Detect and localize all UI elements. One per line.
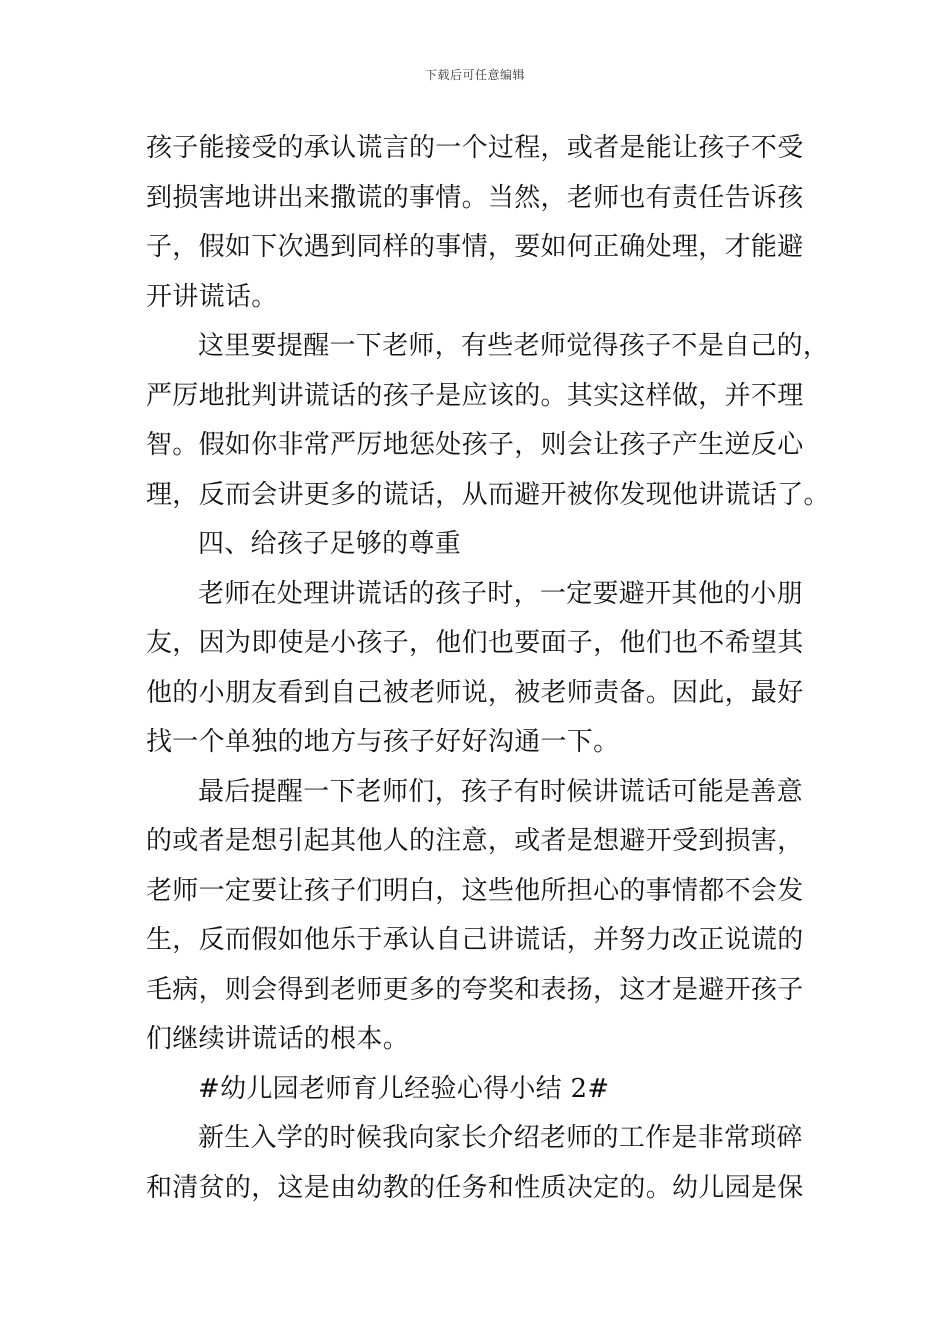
section-heading: 四、给孩子足够的尊重 [198,529,462,559]
document-body [146,124,830,1213]
text-line-12: 他的小朋友看到自己被老师说，被老师责备。因此，最好 [146,677,804,708]
text-line-17: 生，反而假如他乐于承认自己讲谎话，并努力改正说谎的 [146,925,804,955]
text-line-14: 最后提醒一下老师们，孩子有时候讲谎话可能是善意 [198,776,803,807]
text-line-6: 严厉地批判讲谎话的孩子是应该的。其实这样做，并不理 [146,380,804,411]
text-line-15: 的或者是想引起其他人的注意，或者是想避开受到损害， [146,826,804,856]
text-line-16: 老师一定要让孩子们明白，这些他所担心的事情都不会发 [146,875,804,906]
text-line-22: 和清贫的，这是由幼教的任务和性质决定的。幼儿园是保 [146,1172,804,1203]
text-line-4: 开讲谎话。 [146,281,278,312]
text-line-18: 毛病，则会得到老师更多的夸奖和表扬，这才是避开孩子 [146,974,804,1005]
article-title: #幼儿园老师育儿经验心得小结 2# [198,1073,610,1104]
page-header-note: 下载后可任意编辑 [424,68,525,82]
text-line-1: 孩子能接受的承认谎言的一个过程，或者是能让孩子不受 [146,133,804,163]
text-line-2: 到损害地讲出来撒谎的事情。当然，老师也有责任告诉孩 [146,182,804,213]
text-line-13: 找一个单独的地方与孩子好好沟通一下。 [146,727,620,757]
text-line-21: 新生入学的时候我向家长介绍老师的工作是非常琐碎 [198,1123,803,1153]
text-line-5: 这里要提醒一下老师，有些老师觉得孩子不是自己的， [198,331,830,361]
text-line-10: 老师在处理讲谎话的孩子时，一定要避开其他的小朋 [198,578,803,609]
text-line-11: 友，因为即使是小孩子，他们也要面子，他们也不希望其 [146,628,804,658]
text-line-8: 理，反而会讲更多的谎话，从而避开被你发现他讲谎话了。 [146,479,830,510]
text-line-7: 智。假如你非常严厉地惩处孩子，则会让孩子产生逆反心 [146,430,804,460]
text-line-3: 子，假如下次遇到同样的事情，要如何正确处理，才能避 [146,232,804,262]
text-line-19: 们继续讲谎话的根本。 [146,1024,410,1054]
